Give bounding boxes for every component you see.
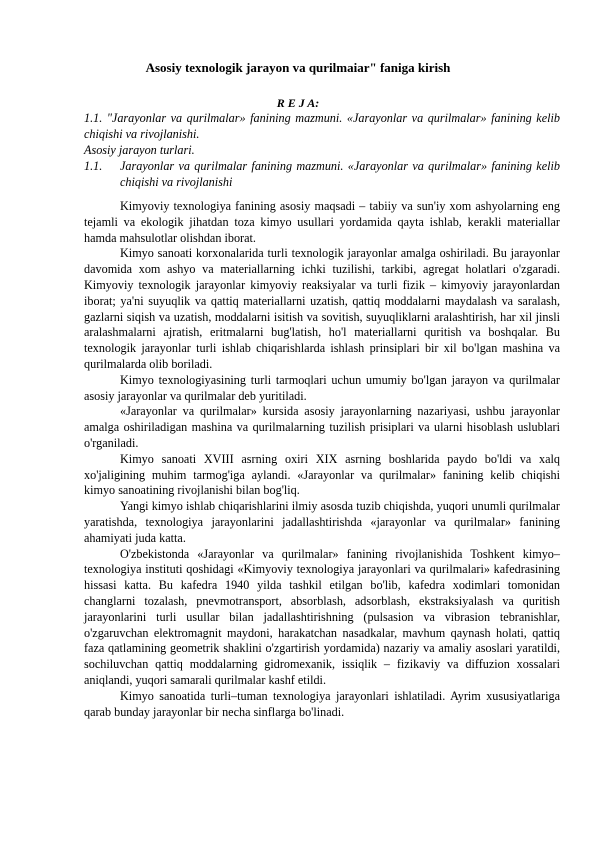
plan-heading: R E J A: [276,96,320,110]
plan-list [84,110,560,190]
body-paragraph: «Jarayonlar va qurilmalar» kursida asosiy jarayonlarning nazariyasi, ushbu jarayonlar amalga oshiriladigan mashina va qurilmalarning tuzilish prisiplari va ularni hisoblash uslublari o'rganiladi. [84,404,560,450]
body-paragraph: Kimyo sanoati korxonalarida turli texnologik jarayonlar amalga oshiriladi. Bu jarayonlar davomida xom ashyo va materiallarning ichki tuzilishi, tarkibi, agregat holatlari o'zgaradi. Kimyoviy texnologik jarayonlar kimyoviy reaksiyalar va turli fizik – kimyoviy jarayonlardan iborat; ya'ni suyuqlik va qattiq materiallarni uzatish, qattiq moddalarni maydalash va saralash, gazlarni siqish va uzatish, moddalarni isitish va sovitish, suyuqliklarni aralashtirish, har xil jinsli aralashmalarni ajratish, eritmalarni bug'latish, ho'l materiallarni quritish va boshqalar. Bu texnologik jarayonlar turli ishlab chiqarishlarda ishlash prinsiplari bir xil bo'lgan mashina va qurilmalarda olib boriladi. [84,246,560,371]
section-title: Jarayonlar va qurilmalar fanining mazmuni. «Jarayonlar va qurilmalar» fanining kelib chiqishi va rivojlanishi [120,159,560,190]
body-paragraph: Yangi kimyo ishlab chiqarishlarini ilmiy asosda tuzib chiqishda, yuqori unumli qurilmalar yaratishda, texnologiya jarayonlarini jadallashtirishda «jarayonlar va qurilmalar» fanining ahamiyati juda katta. [84,499,560,545]
body-paragraph: Kimyo texnologiyasining turli tarmoqlari uchun umumiy bo'lgan jarayon va qurilmalar asosiy jarayonlar va qurilmalar deb yuritiladi. [84,372,560,403]
document-title: Asosiy texnologik jarayon va qurilmaiar" faniga kirish [145,60,451,75]
section-heading [84,158,560,190]
document-body [84,199,560,720]
body-paragraph: O'zbekistonda «Jarayonlar va qurilmalar» fanining rivojlanishida Toshkent kimyo–texnologiya instituti qoshidagi «Kimyoviy texnologiya jarayonlari va qurilmalari» kafedrasining hissasi katta. Bu kafedra 1940 yilda tashkil etilgan bo'lib, kafedra xodimlari tomonidan changlarni tozalash, pnevmotransport, absorblash, adsorblash, ekstraksiyalash va quritish jarayonlarini turli usullar bilan jadallashtirishning (pulsasion va vibrasion tebranishlar, o'zgaruvchan elektromagnit maydoni, harakatchan nasadkalar, mavhum qaynash holati, qattiq faza qatlamining geometrik shaklini o'zgartirish yordamida) nazariy va amaliy asoslari yaratildi, sochiluvchan qattiq moddalarning gidromexanik, issiqlik – fizikaviy va diffuzion xossalari aniqlandi, yuqori samarali qurilmalar kashf etildi. [84,546,560,687]
body-paragraph: Kimyo sanoati XVIII asrning oxiri XIX asrning boshlarida paydo bo'ldi va xalq xo'jaligining muhim tarmog'iga aylandi. «Jarayonlar va qurilmalar» fanining kelib chiqishi kimyo sanoatining rivojlanishi bilan bog'liq. [84,451,560,498]
body-paragraph: Kimyo sanoatida turli–tuman texnologiya jarayonlari ishlatiladi. Ayrim xususiyatlariga qarab bunday jarayonlar bir necha sinflarga bo'linadi. [84,688,560,719]
plan-item: 1.1. "Jarayonlar va qurilmalar» fanining mazmuni. «Jarayonlar va qurilmalar» fanining kelib chiqishi va rivojlanishi. [84,111,560,142]
section-number: 1.1. [84,159,103,174]
plan-item: Asosiy jarayon turlari. [84,143,195,158]
body-paragraph: Kimyoviy texnologiya fanining asosiy maqsadi – tabiiy va sun'iy xom ashyolarning eng tejamli va ekologik jihatdan toza kimyo usullari yordamida qayta ishlab, kerakli materiallar hamda mahsulotlar olishdan iborat. [84,199,560,245]
